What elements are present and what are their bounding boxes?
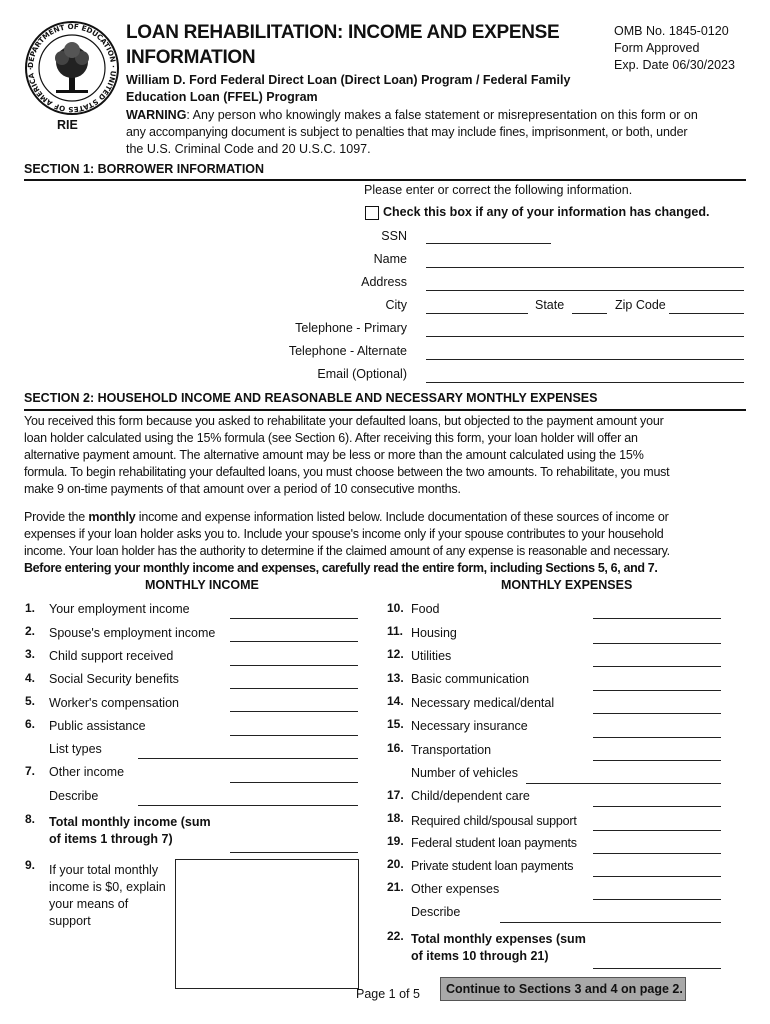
item9-label-line3: your means of: [49, 897, 129, 911]
item14-field[interactable]: [593, 713, 721, 714]
item18-label: Required child/spousal support: [411, 814, 577, 828]
item10-field[interactable]: [593, 618, 721, 619]
ssn-field[interactable]: [426, 243, 551, 244]
phone-alternate-label: Telephone - Alternate: [288, 344, 407, 358]
section2-para1-l3: alternative payment amount. The alternative amount may be less or more than the amount calculated using the 15%: [24, 448, 644, 462]
item5-number: 5.: [25, 694, 36, 708]
warning-line3: the U.S. Criminal Code and 20 U.S.C. 1097.: [126, 142, 371, 156]
item9-label-line4: support: [49, 914, 91, 928]
item9-number: 9.: [25, 858, 36, 872]
item13-field[interactable]: [593, 690, 721, 691]
state-label: State: [535, 298, 565, 312]
item6-field[interactable]: [230, 735, 358, 736]
item4-field[interactable]: [230, 688, 358, 689]
item7-field[interactable]: [230, 782, 358, 783]
item3-number: 3.: [25, 647, 36, 661]
item21-label: Other expenses: [411, 882, 500, 896]
page-number: Page 1 of 5: [356, 987, 420, 1001]
total-expenses-field[interactable]: [593, 968, 721, 969]
item6-label: Public assistance: [49, 719, 146, 733]
department-seal: [24, 20, 120, 116]
total-income-field[interactable]: [230, 852, 358, 853]
p2-text-a: Provide the: [24, 510, 89, 524]
item8-number: 8.: [25, 812, 36, 826]
item13-number: 13.: [387, 671, 404, 685]
item13-label: Basic communication: [411, 672, 530, 686]
svg-text:DEPARTMENT OF EDUCATION · UNIT: DEPARTMENT OF EDUCATION · UNITED STATES OF AMERICA ·: [25, 21, 119, 115]
item12-label: Utilities: [411, 649, 452, 663]
section2-para2-l4: Before entering your monthly income and expenses, carefully read the entire form, including Sections 5, 6, and 7.: [24, 561, 658, 575]
info-changed-label: Check this box if any of your information has changed.: [383, 205, 710, 219]
item3-field[interactable]: [230, 665, 358, 666]
item11-number: 11.: [387, 624, 404, 638]
phone-alternate-field[interactable]: [426, 359, 744, 360]
item14-label: Necessary medical/dental: [411, 696, 555, 710]
warning-label: WARNING: [126, 108, 187, 122]
item4-label: Social Security benefits: [49, 672, 179, 686]
item2-number: 2.: [25, 624, 36, 638]
item22-number: 22.: [387, 929, 404, 943]
section2-heading: SECTION 2: HOUSEHOLD INCOME AND REASONABLE AND NECESSARY MONTHLY EXPENSES: [24, 391, 598, 405]
section2-para1-l4: formula. To begin rehabilitating your defaulted loans, you must choose between the two amounts. To rehabilitate, you must: [24, 465, 670, 479]
item11-field[interactable]: [593, 643, 721, 644]
item7-label: Other income: [49, 765, 125, 779]
item16-field[interactable]: [593, 760, 721, 761]
program-name-line2: Education Loan (FFEL) Program: [126, 90, 318, 104]
p2-monthly: monthly: [88, 510, 136, 524]
item20-number: 20.: [387, 857, 404, 871]
item15-label: Necessary insurance: [411, 719, 528, 733]
item12-number: 12.: [387, 647, 404, 661]
section2-para1-l5: make 9 on-time payments of that amount over a period of 10 consecutive months.: [24, 482, 461, 496]
item9-label-line1: If your total monthly: [49, 863, 159, 877]
name-label: Name: [373, 252, 407, 266]
warning-line1: [126, 108, 698, 122]
warning-line2: any accompanying document is subject to penalties that may include fines, imprisonment, or both, under: [126, 125, 688, 139]
list-types-field[interactable]: [138, 758, 358, 759]
item9-label-line2: income is $0, explain: [49, 880, 166, 894]
form-code: RIE: [57, 118, 78, 132]
vehicles-field[interactable]: [526, 783, 721, 784]
item22-label-line2: of items 10 through 21): [411, 949, 549, 963]
section2-rule: [24, 409, 746, 411]
omb-number: OMB No. 1845-0120: [614, 24, 729, 38]
item8-label-line1: Total monthly income (sum: [49, 815, 211, 829]
item4-number: 4.: [25, 671, 36, 685]
address-field[interactable]: [426, 290, 744, 291]
form-approved: Form Approved: [614, 41, 700, 55]
section1-rule: [24, 179, 746, 181]
item20-label: Private student loan payments: [411, 859, 574, 873]
section2-para1-l2: loan holder calculated using the 15% formula (see Section 6). After receiving this form, your loan holder will offer an: [24, 431, 638, 445]
item15-field[interactable]: [593, 737, 721, 738]
item10-label: Food: [411, 602, 440, 616]
item5-label: Worker's compensation: [49, 696, 179, 710]
p2-text-c: income and expense information listed below. Include documentation of these sources of income or: [135, 510, 669, 524]
continue-label: Continue to Sections 3 and 4 on page 2.: [446, 982, 683, 996]
item19-number: 19.: [387, 834, 404, 848]
item21-number: 21.: [387, 880, 404, 894]
item19-label: Federal student loan payments: [411, 836, 577, 850]
item11-label: Housing: [411, 626, 457, 640]
section1-intro: Please enter or correct the following information.: [364, 183, 633, 197]
form-title-line2: INFORMATION: [126, 47, 256, 68]
item16-label: Transportation: [411, 743, 492, 757]
email-label: Email (Optional): [317, 367, 407, 381]
list-types-label: List types: [49, 742, 102, 756]
email-field[interactable]: [426, 382, 744, 383]
warning-text-1: : Any person who knowingly makes a false statement or misrepresentation on this form or on: [186, 108, 698, 122]
address-label: Address: [361, 275, 407, 289]
item21-field[interactable]: [593, 899, 721, 900]
monthly-expenses-heading: MONTHLY EXPENSES: [501, 578, 633, 592]
item17-number: 17.: [387, 788, 404, 802]
monthly-income-heading: MONTHLY INCOME: [145, 578, 259, 592]
item18-number: 18.: [387, 811, 404, 825]
item5-field[interactable]: [230, 711, 358, 712]
program-name-line1: William D. Ford Federal Direct Loan (Direct Loan) Program / Federal Family: [126, 73, 571, 87]
item3-label: Child support received: [49, 649, 174, 663]
section1-heading: SECTION 1: BORROWER INFORMATION: [24, 162, 265, 176]
item2-label: Spouse's employment income: [49, 626, 216, 640]
item16-number: 16.: [387, 741, 404, 755]
item18-field[interactable]: [593, 830, 721, 831]
ssn-label: SSN: [381, 229, 407, 243]
city-label: City: [385, 298, 407, 312]
item12-field[interactable]: [593, 666, 721, 667]
section2-para2-l1: [24, 510, 669, 524]
phone-primary-label: Telephone - Primary: [295, 321, 407, 335]
zip-label: Zip Code: [615, 298, 666, 312]
means-of-support-textbox[interactable]: [175, 859, 359, 989]
item10-number: 10.: [387, 601, 404, 615]
item17-field[interactable]: [593, 806, 721, 807]
income-describe-label: Describe: [49, 789, 99, 803]
item2-field[interactable]: [230, 641, 358, 642]
section2-para2-l2: expenses if your loan holder asks you to. Include your spouse's income only if your spouse contributes to your household: [24, 527, 664, 541]
state-field[interactable]: [572, 313, 607, 314]
expiration-date: Exp. Date 06/30/2023: [614, 58, 735, 72]
phone-primary-field[interactable]: [426, 336, 744, 337]
income-describe-field[interactable]: [138, 805, 358, 806]
info-changed-checkbox[interactable]: [365, 206, 379, 220]
section2-para2-l3: income. Your loan holder has the authority to determine if the claimed amount of any expense is reasonable and necessary.: [24, 544, 670, 558]
item20-field[interactable]: [593, 876, 721, 877]
item15-number: 15.: [387, 717, 404, 731]
item19-field[interactable]: [593, 853, 721, 854]
item1-field[interactable]: [230, 618, 358, 619]
item6-number: 6.: [25, 717, 36, 731]
item14-number: 14.: [387, 694, 404, 708]
item8-label-line2: of items 1 through 7): [49, 832, 173, 846]
form-title-line1: LOAN REHABILITATION: INCOME AND EXPENSE: [126, 22, 560, 43]
section2-para1-l1: You received this form because you asked to rehabilitate your defaulted loans, but objected to the payment amount your: [24, 414, 664, 428]
city-field[interactable]: [426, 313, 528, 314]
item22-label-line1: Total monthly expenses (sum: [411, 932, 586, 946]
item1-number: 1.: [25, 601, 36, 615]
zip-field[interactable]: [669, 313, 744, 314]
name-field[interactable]: [426, 267, 744, 268]
expenses-describe-field[interactable]: [500, 922, 721, 923]
item1-label: Your employment income: [49, 602, 190, 616]
item7-number: 7.: [25, 764, 36, 778]
expenses-describe-label: Describe: [411, 905, 461, 919]
item17-label: Child/dependent care: [411, 789, 530, 803]
vehicles-label: Number of vehicles: [411, 766, 518, 780]
continue-button[interactable]: [440, 977, 686, 1001]
